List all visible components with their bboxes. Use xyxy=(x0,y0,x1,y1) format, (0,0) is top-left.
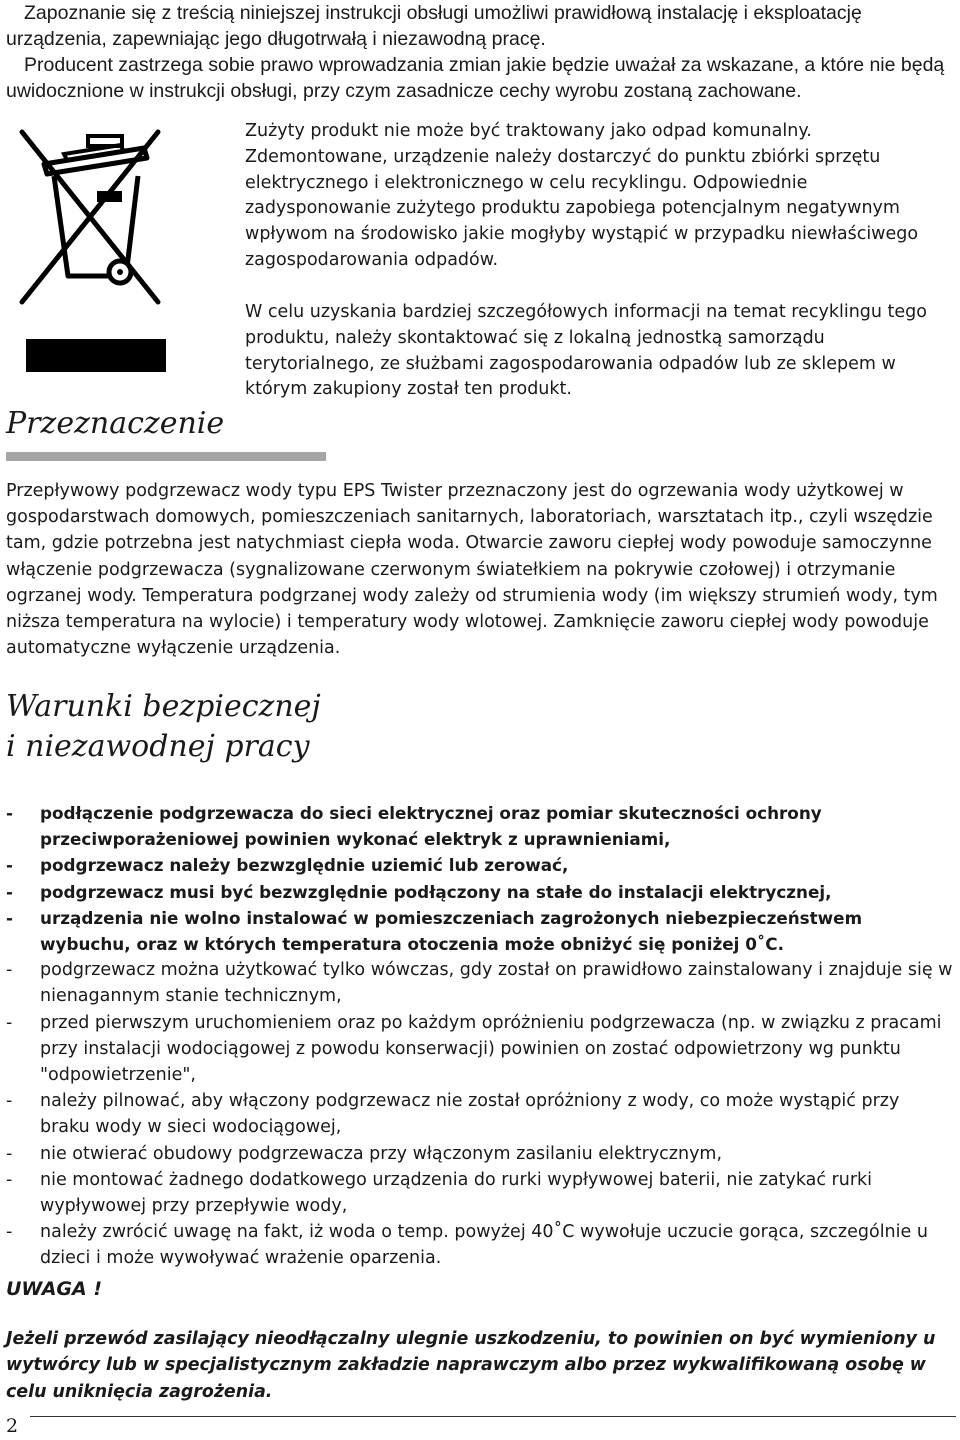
list-dash: - xyxy=(6,1012,13,1033)
list-item xyxy=(6,852,954,878)
list-item xyxy=(6,879,954,905)
list-item-text: należy zwrócić uwagę na fakt, iż woda o temp. powyżej 40˚C wywołuje uczucie gorąca, szczególnie u dzieci i może wywoływać wrażenie oparzenia. xyxy=(40,1222,928,1269)
list-dash: - xyxy=(6,960,13,981)
list-item xyxy=(6,1010,954,1089)
list-item xyxy=(6,1088,954,1140)
list-dash: - xyxy=(6,803,13,823)
section-title-przeznaczenie: Przeznaczenie xyxy=(6,406,225,441)
przeznaczenie-paragraph: Przepływowy podgrzewacz wody typu EPS Twister przeznaczony jest do ogrzewania wody użytkowej w gospodarstwach domowych, pomieszczeniach sanitarnych, laboratoriach, warsztatach itp., czyli wszędzie tam, gdzie potrzebna jest natychmiast ciepła woda. Otwarcie zaworu ciepłej wody powoduje samoczynne włączenie podgrzewacza (sygnalizowane czerwonym światełkiem na pokrywie czołowej) i otrzymanie ogrzanej wody. Temperatura podgrzanej wody zależy od strumienia wody (im większy strumień wody, tym niższa temperatura na wylocie) i temperatury wody wlotowej. Zamknięcie zaworu ciepłej wody powoduje automatyczne wyłączenie urządzenia. xyxy=(6,481,938,659)
list-item-text: nie otwierać obudowy podgrzewacza przy włączonym zasilaniu elektrycznym, xyxy=(40,1143,723,1164)
section-title-line: i niezawodnej pracy xyxy=(6,729,310,764)
crossed-out-wheelie-bin-icon xyxy=(16,126,170,376)
list-item xyxy=(6,1219,954,1271)
list-item xyxy=(6,1141,954,1167)
safety-conditions-list xyxy=(6,800,954,1272)
list-item xyxy=(6,1167,954,1219)
intro-text xyxy=(6,0,954,104)
intro-paragraph: Zapoznanie się z treścią niniejszej instrukcji obsługi umożliwi prawidłową instalację i eksploatację urządzenia, zapewniając jego długotrwałą i niezawodną pracę. xyxy=(6,2,862,50)
section-title-line: Warunki bezpiecznej xyxy=(6,689,321,724)
list-dash: - xyxy=(6,1143,13,1164)
list-dash: - xyxy=(6,855,13,876)
list-item xyxy=(6,905,954,957)
list-item-text: przed pierwszym uruchomieniem oraz po każdym opróżnieniu podgrzewacza (np. w związku z pracami przy instalacji wodociągowej z powodu konserwacji) powinien on zostać odpowietrzony wg punktu "odpowietrzenie", xyxy=(40,1012,942,1086)
list-item-text: podgrzewacz należy bezwzględnie uziemić lub zerować, xyxy=(40,855,569,876)
intro-paragraph: Producent zastrzega sobie prawo wprowadzania zmian jakie będzie uważał za wskazane, a które nie będą uwidocznione w instrukcji obsługi, przy czym zasadnicze cechy wyrobu zostaną zachowane. xyxy=(6,54,945,102)
section-divider xyxy=(6,452,326,461)
list-item-text: nie montować żadnego dodatkowego urządzenia do rurki wypływowej baterii, nie zatykać rurki wypływowej przy przepływie wody, xyxy=(40,1169,873,1217)
list-dash: - xyxy=(6,907,13,928)
section-title-warunki xyxy=(6,687,321,767)
footer-divider xyxy=(30,1416,956,1417)
list-item-text: podgrzewacz musi być bezwzględnie podłączony na stałe do instalacji elektrycznej, xyxy=(40,881,832,902)
list-item xyxy=(6,800,954,852)
list-dash: - xyxy=(6,1169,13,1190)
list-item-text: należy pilnować, aby włączony podgrzewacz nie został opróżniony z wody, co może wystąpić przy braku wody w sieci wodociągowej, xyxy=(40,1091,900,1138)
list-item-text: podłączenie podgrzewacza do sieci elektrycznej oraz pomiar skuteczności ochrony przeciwporażeniowej powinien wykonać elektryk z uprawnieniami, xyxy=(40,803,822,850)
list-dash: - xyxy=(6,1222,13,1243)
list-item xyxy=(6,957,954,1009)
list-dash: - xyxy=(6,881,13,902)
warning-text: Jeżeli przewód zasilający nieodłączalny ulegnie uszkodzeniu, to powinien on być wymieniony u wytwórcy lub w specjalistycznym zakładzie naprawczym albo przez wykwalifikowaną osobę w celu uniknięcia zagrożenia. xyxy=(6,1329,936,1402)
warning-label: UWAGA ! xyxy=(6,1278,102,1300)
list-dash: - xyxy=(6,1091,13,1112)
recycling-paragraph: Zużyty produkt nie może być traktowany jako odpad komunalny. Zdemontowane, urządzenie należy dostarczyć do punktu zbiórki sprzętu elektrycznego i elektronicznego w celu recyklingu. Odpowiednie zadysponowanie zużytego produktu zapobiega potencjalnym negatywnym wpływom na środowisko jakie mogłyby wystąpić w przypadku niewłaściwego zagospodarowania odpadów. xyxy=(245,121,919,270)
page-number: 2 xyxy=(6,1415,19,1437)
recycling-paragraph: W celu uzyskania bardziej szczegółowych informacji na temat recyklingu tego produktu, należy skontaktować się z lokalną jednostką samorządu terytorialnego, ze służbami zagospodarowania odpadów lub ze sklepem w którym zakupiony został ten produkt. xyxy=(245,302,927,400)
list-item-text: podgrzewacz można użytkować tylko wówczas, gdy został on prawidłowo zainstalowany i znajduje się w nienagannym stanie technicznym, xyxy=(40,960,953,1007)
list-item-text: urządzenia nie wolno instalować w pomieszczeniach zagrożonych niebezpieczeństwem wybuchu, oraz w których temperatura otoczenia może obniżyć się poniżej 0˚C. xyxy=(40,907,863,955)
